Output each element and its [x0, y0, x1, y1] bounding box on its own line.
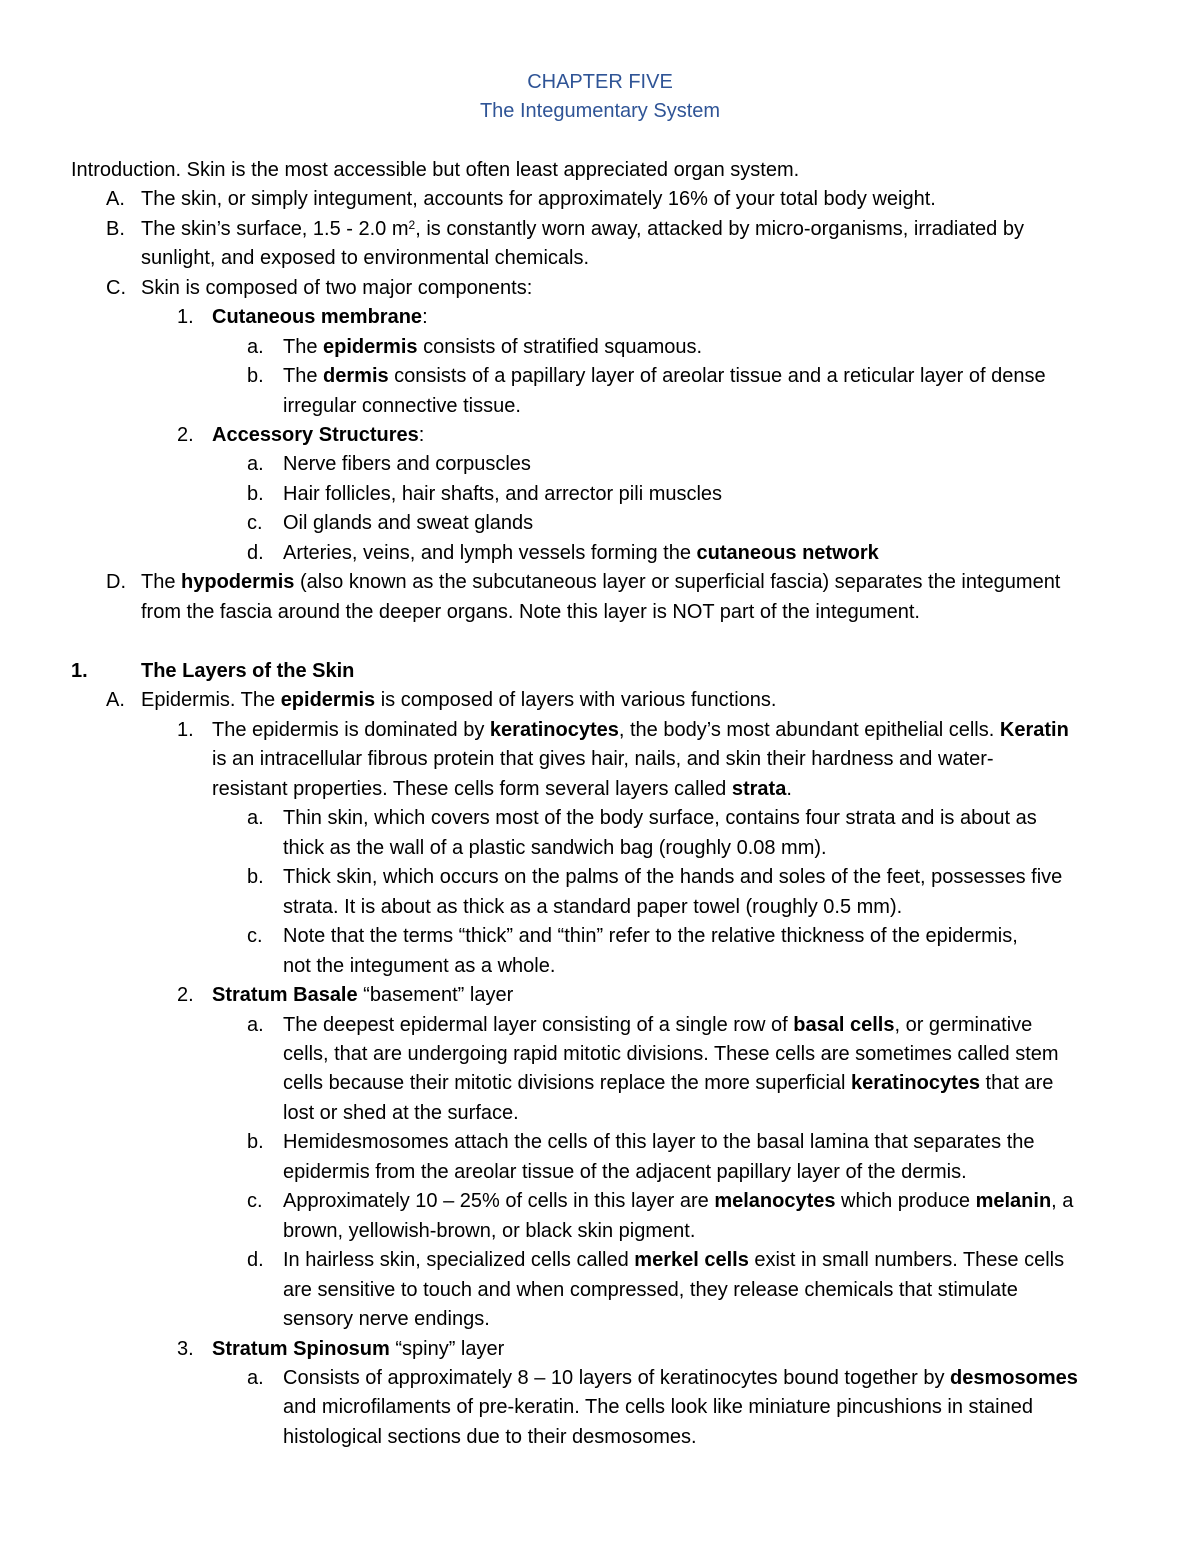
text-run: The skin’s surface, 1.5 - 2.0 m [141, 218, 409, 240]
text-run: cells because their mitotic divisions replace the more superficial [283, 1072, 852, 1094]
list-marker: a. [247, 1367, 264, 1389]
list-item-continuation: strata. It is about as thick as a standard paper towel (roughly 0.5 mm). [283, 896, 903, 918]
text-run: , is constantly worn away, attacked by micro-organisms, irradiated by [415, 218, 1024, 240]
list-marker: b. [247, 365, 264, 387]
bold-term: epidermis [280, 689, 376, 711]
text-run: Approximately 10 – 25% of cells in this layer are [283, 1190, 715, 1212]
list-item-continuation: is an intracellular fibrous protein that gives hair, nails, and skin their hardness and water- [212, 748, 994, 770]
list-marker: c. [247, 1190, 263, 1212]
text-run: The epidermis is dominated by [212, 719, 490, 741]
text-run: Arteries, veins, and lymph vessels forming the [283, 542, 697, 564]
list-marker: 1. [177, 719, 194, 741]
list-marker: d. [247, 542, 264, 564]
list-marker: c. [247, 925, 263, 947]
section-number: 1. [71, 660, 88, 682]
list-marker: 2. [177, 424, 194, 446]
list-item-text: The skin, or simply integument, accounts for approximately 16% of your total body weight. [141, 188, 936, 210]
list-item-continuation: cells, that are undergoing rapid mitotic divisions. These cells are sometimes called stem [283, 1043, 1059, 1065]
superscript: 2 [408, 218, 416, 232]
list-marker: 2. [177, 984, 194, 1006]
text-run: (also known as the subcutaneous layer or superficial fascia) separates the integument [294, 571, 1061, 593]
text-run: exist in small numbers. These cells [748, 1249, 1065, 1271]
bold-term: basal cells [793, 1014, 895, 1036]
list-item-text [141, 568, 1060, 597]
list-item-text [212, 981, 513, 1010]
text-run: . [786, 778, 792, 800]
list-marker: b. [247, 483, 264, 505]
list-item-text: Skin is composed of two major components: [141, 277, 533, 299]
list-item-text [212, 1335, 504, 1364]
list-marker: b. [247, 866, 264, 888]
bold-term: strata [731, 778, 787, 800]
bold-term: Keratin [999, 719, 1069, 741]
chapter-label: CHAPTER FIVE [527, 71, 673, 93]
list-item-text: Note that the terms “thick” and “thin” refer to the relative thickness of the epidermis, [283, 925, 1018, 947]
text-run: : [418, 424, 425, 446]
text-run: is composed of layers with various functions. [375, 689, 777, 711]
list-item-text [212, 421, 424, 450]
list-item-continuation: and microfilaments of pre-keratin. The cells look like miniature pincushions in stained [283, 1396, 1033, 1418]
text-run: The deepest epidermal layer consisting of a single row of [283, 1014, 794, 1036]
list-item-text [283, 539, 879, 568]
text-run: The [283, 365, 324, 387]
intro-text: Skin is the most accessible but often least appreciated organ system. [181, 159, 800, 181]
chapter-title: The Integumentary System [479, 100, 721, 122]
text-run: In hairless skin, specialized cells called [283, 1249, 635, 1271]
list-marker: 3. [177, 1338, 194, 1360]
text-run: consists of stratified squamous. [417, 336, 703, 358]
bold-term: Stratum Basale [212, 984, 358, 1006]
list-item-continuation: epidermis from the areolar tissue of the adjacent papillary layer of the dermis. [283, 1161, 967, 1183]
list-item-text [283, 1011, 1032, 1040]
bold-term: Cutaneous membrane [212, 306, 423, 328]
bold-term: Accessory Structures [212, 424, 419, 446]
text-run: , a [1051, 1190, 1074, 1212]
list-item-text [283, 1364, 1078, 1393]
bold-term: melanocytes [714, 1190, 836, 1212]
text-run: “basement” layer [357, 984, 514, 1006]
section-title: The Layers of the Skin [141, 660, 355, 682]
bold-term: keratinocytes [851, 1072, 980, 1094]
bold-term: merkel cells [634, 1249, 749, 1271]
list-marker: a. [247, 1014, 264, 1036]
list-item-continuation [212, 775, 792, 804]
text-run: The [283, 336, 324, 358]
list-marker: 1. [177, 306, 194, 328]
list-item-continuation: histological sections due to their desmosomes. [283, 1426, 697, 1448]
list-item-text: Thin skin, which covers most of the body surface, contains four strata and is about as [283, 807, 1037, 829]
list-item-text [141, 686, 776, 715]
bold-term: desmosomes [950, 1367, 1078, 1389]
list-item-continuation: lost or shed at the surface. [283, 1102, 519, 1124]
text-run: which produce [835, 1190, 976, 1212]
text-run: , the body’s most abundant epithelial cells. [618, 719, 1000, 741]
bold-term: hypodermis [181, 571, 295, 593]
list-item-text [283, 333, 702, 362]
list-item-continuation: brown, yellowish-brown, or black skin pigment. [283, 1220, 696, 1242]
list-item-text [212, 716, 1069, 745]
list-marker: a. [247, 453, 264, 475]
text-run: “spiny” layer [389, 1338, 505, 1360]
text-run: resistant properties. These cells form several layers called [212, 778, 732, 800]
text-run: The [141, 571, 182, 593]
list-marker: D. [106, 571, 126, 593]
list-marker: b. [247, 1131, 264, 1153]
list-item-text: Hair follicles, hair shafts, and arrector pili muscles [283, 483, 723, 505]
list-item-text [283, 1187, 1073, 1216]
intro-label: Introduction. [71, 159, 182, 181]
text-run: Epidermis. The [141, 689, 281, 711]
list-item-continuation: sensory nerve endings. [283, 1308, 490, 1330]
list-marker: A. [106, 188, 125, 210]
list-marker: B. [106, 218, 125, 240]
list-marker: d. [247, 1249, 264, 1271]
list-item-text: Nerve fibers and corpuscles [283, 453, 531, 475]
list-item-text: Thick skin, which occurs on the palms of the hands and soles of the feet, possesses five [283, 866, 1063, 888]
text-run: Consists of approximately 8 – 10 layers of keratinocytes bound together by [283, 1367, 951, 1389]
list-marker: C. [106, 277, 126, 299]
text-run: : [422, 306, 428, 328]
bold-term: dermis [323, 365, 389, 387]
text-run: , or germinative [894, 1014, 1033, 1036]
list-item-text [212, 303, 428, 332]
list-marker: a. [247, 336, 264, 358]
list-item-text: Oil glands and sweat glands [283, 512, 534, 534]
list-marker: A. [106, 689, 125, 711]
bold-term: Stratum Spinosum [212, 1338, 390, 1360]
text-run: consists of a papillary layer of areolar tissue and a reticular layer of dense [388, 365, 1046, 387]
text-run: that are [980, 1072, 1054, 1094]
list-item-continuation: thick as the wall of a plastic sandwich bag (roughly 0.08 mm). [283, 837, 827, 859]
list-item-text [283, 1246, 1064, 1275]
list-marker: a. [247, 807, 264, 829]
list-item-continuation: sunlight, and exposed to environmental chemicals. [141, 247, 590, 269]
list-item-continuation: irregular connective tissue. [283, 395, 521, 417]
list-item-text [141, 215, 1024, 244]
list-item-continuation: from the fascia around the deeper organs. Note this layer is NOT part of the integument. [141, 601, 920, 623]
list-item-continuation: are sensitive to touch and when compressed, they release chemicals that stimulate [283, 1279, 1018, 1301]
intro-paragraph [71, 156, 799, 185]
bold-term: keratinocytes [489, 719, 619, 741]
list-item-continuation [283, 1069, 1053, 1098]
bold-term: cutaneous network [696, 542, 879, 564]
list-item-text [283, 362, 1046, 391]
list-item-text: Hemidesmosomes attach the cells of this layer to the basal lamina that separates the [283, 1131, 1035, 1153]
list-marker: c. [247, 512, 263, 534]
bold-term: epidermis [323, 336, 418, 358]
list-item-continuation: not the integument as a whole. [283, 955, 556, 977]
bold-term: melanin [975, 1190, 1052, 1212]
